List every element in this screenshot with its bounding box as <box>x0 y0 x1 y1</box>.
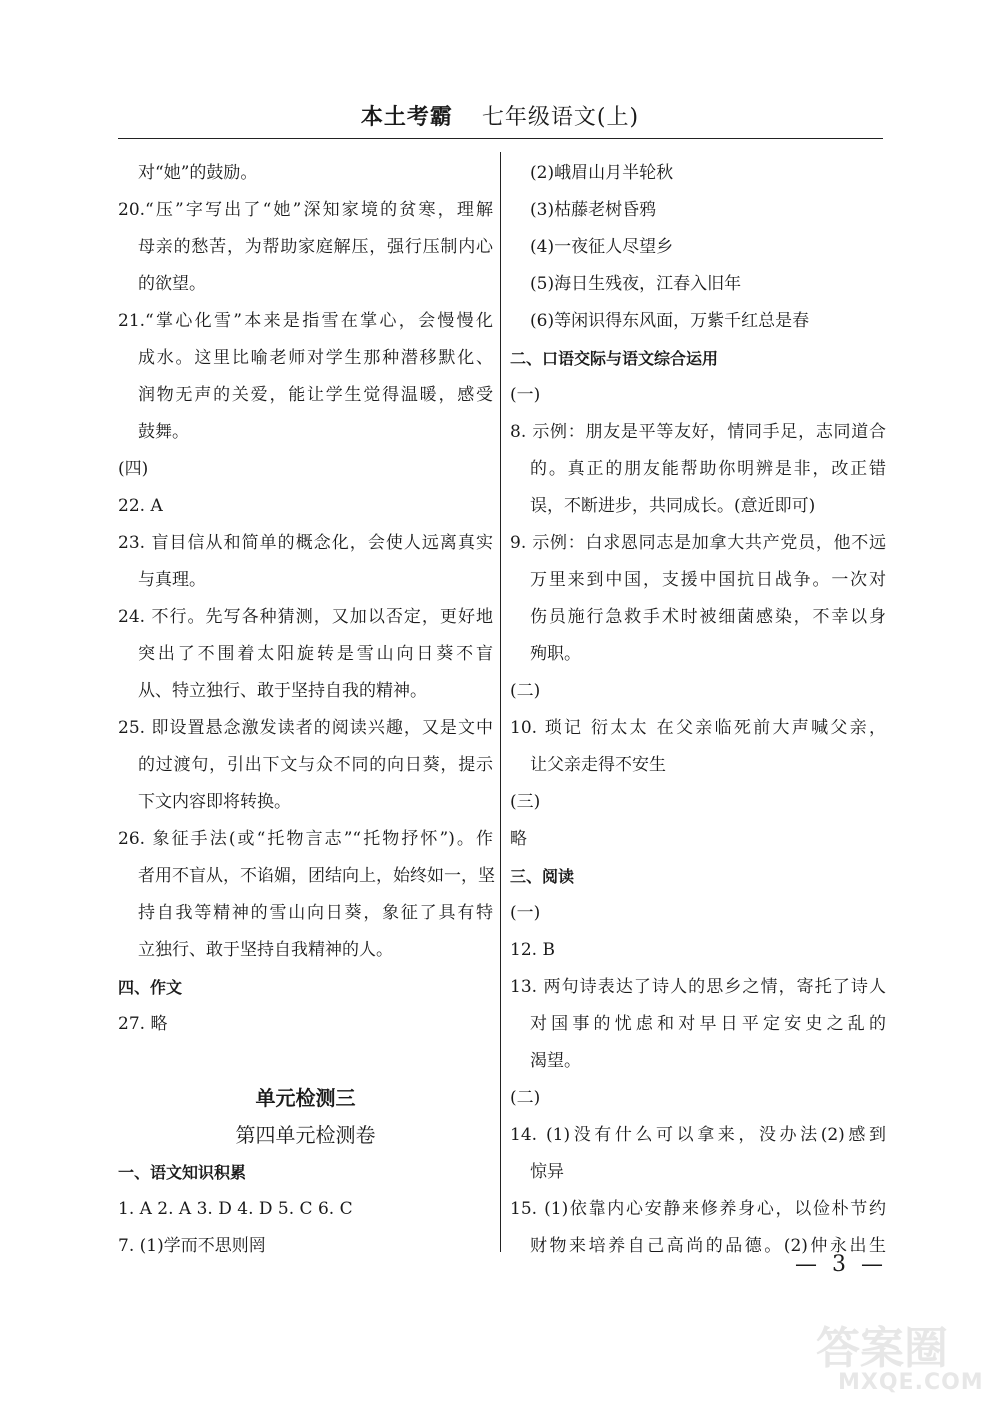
running-header <box>0 100 1000 136</box>
answer-line: 22. A <box>118 496 163 516</box>
page-number: — 3 — <box>795 1252 887 1277</box>
answer-line: 24. 不行。先写各种猜测，又加以否定，更好地 <box>118 607 493 627</box>
answer-line: 误，不断进步，共同成长。(意近即可) <box>530 496 816 516</box>
answer-line: 的欲望。 <box>138 274 206 294</box>
section-heading: 一、语文知识积累 <box>118 1163 247 1182</box>
answer-line: 25. 即设置悬念激发读者的阅读兴趣，又是文中 <box>118 718 493 738</box>
answer-line: 鼓舞。 <box>138 422 189 442</box>
answer-line: 立独行、敢于坚持自我精神的人。 <box>138 940 393 960</box>
section-heading: 三、阅读 <box>510 867 575 886</box>
column-divider <box>500 152 501 1252</box>
header-rule <box>118 138 883 139</box>
section-title: 第四单元检测卷 <box>235 1123 376 1147</box>
answer-line: 23. 盲目信从和简单的概念化，会使人远离真实 <box>118 533 493 553</box>
answer-line: (2)峨眉山月半轮秋 <box>530 163 674 183</box>
answer-line: 殉职。 <box>530 644 581 664</box>
answer-line: 14. (1)没有什么可以拿来，没办法(2)感到 <box>510 1125 886 1145</box>
answer-line: (5)海日生残夜，江春入旧年 <box>530 274 742 294</box>
answer-line: 对“她”的鼓励。 <box>138 163 258 183</box>
answer-line: 渴望。 <box>530 1051 581 1071</box>
answer-line: 持自我等精神的雪山向日葵，象征了具有特 <box>138 903 493 923</box>
answer-line: 略 <box>510 829 527 849</box>
answer-line: 7. (1)学而不思则罔 <box>118 1236 266 1256</box>
answer-line: (二) <box>510 1088 541 1108</box>
answer-line: (一) <box>510 903 541 923</box>
answer-line: (6)等闲识得东风面，万紫千红总是春 <box>530 311 810 331</box>
answer-line: 27. 略 <box>118 1014 168 1034</box>
section-heading: 二、口语交际与语文综合运用 <box>510 349 719 368</box>
answer-line: 者用不盲从，不谄媚，团结向上，始终如一，坚 <box>138 866 495 886</box>
answer-line: 润物无声的关爱，能让学生觉得温暖，感受 <box>138 385 493 405</box>
answer-line: 的。真正的朋友能帮助你明辨是非，改正错 <box>530 459 886 479</box>
answer-line: 惊异 <box>530 1162 564 1182</box>
answer-line: 让父亲走得不安生 <box>530 755 666 775</box>
answer-line: 的过渡句，引出下文与众不同的向日葵，提示 <box>138 755 493 775</box>
answer-line: 母亲的愁苦，为帮助家庭解压，强行压制内心 <box>138 237 493 257</box>
answer-line: 9. 示例：白求恩同志是加拿大共产党员，他不远 <box>510 533 886 553</box>
answer-line: 成水。这里比喻老师对学生那种潜移默化、 <box>138 348 493 368</box>
watermark-logo <box>808 1312 988 1404</box>
book-subtitle: 七年级语文(上) <box>481 105 640 130</box>
answer-line: 12. B <box>510 940 555 960</box>
right-column <box>510 155 886 1265</box>
answer-line: 1. A 2. A 3. D 4. D 5. C 6. C <box>118 1199 353 1219</box>
answer-line: (三) <box>510 792 541 812</box>
answer-line: 8. 示例：朋友是平等友好，情同手足，志同道合 <box>510 422 886 442</box>
answer-line: 10. 琐记 衍太太 在父亲临死前大声喊父亲， <box>510 718 886 738</box>
section-title: 单元检测三 <box>255 1086 356 1110</box>
answer-line: 万里来到中国，支援中国抗日战争。一次对 <box>530 570 886 590</box>
answer-line: (3)枯藤老树昏鸦 <box>530 200 657 220</box>
watermark-main: 答案圈 <box>816 1323 948 1374</box>
answer-line: (四) <box>118 459 149 479</box>
answer-line: 15. (1)依靠内心安静来修养身心，以俭朴节约 <box>510 1199 886 1219</box>
watermark-sub: MXQE.COM <box>838 1370 984 1395</box>
answer-line: (一) <box>510 385 541 405</box>
answer-line <box>118 1043 493 1080</box>
answer-line: 伤员施行急救手术时被细菌感染，不幸以身 <box>530 607 886 627</box>
section-heading: 四、作文 <box>118 978 183 997</box>
answer-line: 突出了不围着太阳旋转是雪山向日葵不盲 <box>138 644 493 664</box>
left-column <box>118 155 493 1265</box>
answer-line: 财物来培养自己高尚的品德。(2)仲永出生 <box>530 1236 886 1256</box>
answer-line: 与真理。 <box>138 570 206 590</box>
answer-line: 21.“掌心化雪”本来是指雪在掌心，会慢慢化 <box>118 311 493 331</box>
answer-line: (二) <box>510 681 541 701</box>
answer-line: 从、特立独行、敢于坚持自我的精神。 <box>138 681 427 701</box>
answer-line: (4)一夜征人尽望乡 <box>530 237 674 257</box>
answer-line: 下文内容即将转换。 <box>138 792 291 812</box>
answer-line: 26. 象征手法(或“托物言志”“托物抒怀”)。作 <box>118 829 493 849</box>
book-brand: 本土考霸 <box>360 105 453 130</box>
answer-line: 20.“压”字写出了“她”深知家境的贫寒，理解 <box>118 200 493 220</box>
answer-line: 13. 两句诗表达了诗人的思乡之情，寄托了诗人 <box>510 977 886 997</box>
answer-line: 对国事的忧虑和对早日平定安史之乱的 <box>530 1014 886 1034</box>
